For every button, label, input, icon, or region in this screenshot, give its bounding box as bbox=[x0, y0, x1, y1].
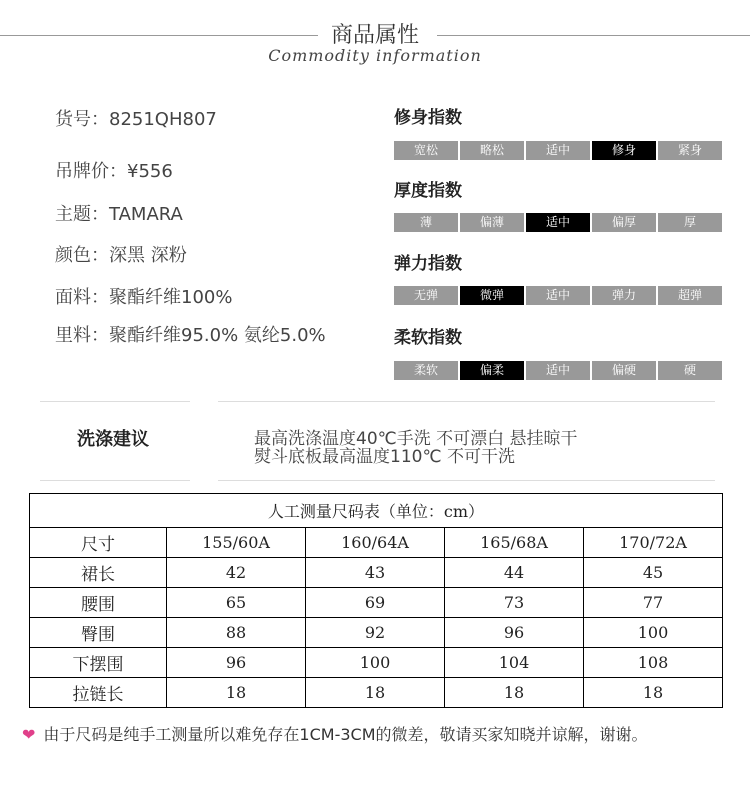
table-cell: 96 bbox=[445, 618, 584, 648]
heart-icon: ❤ bbox=[22, 725, 36, 744]
size-table-caption: 人工测量尺码表（单位：cm） bbox=[30, 494, 723, 528]
size-header-cell: 170/72A bbox=[584, 528, 723, 558]
row-label: 拉链长 bbox=[30, 678, 167, 708]
index-option: 硬 bbox=[658, 361, 722, 380]
index-option: 紧身 bbox=[658, 141, 722, 160]
index-option: 弹力 bbox=[592, 286, 656, 305]
table-row bbox=[30, 678, 723, 708]
divider-right-bottom bbox=[218, 480, 715, 481]
size-header-row bbox=[30, 528, 723, 558]
table-cell: 92 bbox=[306, 618, 445, 648]
attr-lining: 里料：聚酯纤维95.0% 氨纶5.0% bbox=[55, 325, 326, 346]
size-header-cell: 155/60A bbox=[167, 528, 306, 558]
size-header-label: 尺寸 bbox=[30, 528, 167, 558]
measurement-note-text: 由于尺码是纯手工测量所以难免存在1CM-3CM的微差，敬请买家知晓并谅解，谢谢。 bbox=[43, 725, 648, 744]
section-subtitle: Commodity information bbox=[268, 46, 482, 65]
table-cell: 18 bbox=[584, 678, 723, 708]
divider-right-top bbox=[218, 401, 715, 402]
table-cell: 100 bbox=[306, 648, 445, 678]
index-option: 适中 bbox=[526, 286, 590, 305]
index-scale bbox=[394, 213, 722, 232]
table-cell: 77 bbox=[584, 588, 723, 618]
index-title: 厚度指数 bbox=[394, 181, 462, 201]
index-option: 偏硬 bbox=[592, 361, 656, 380]
table-cell: 69 bbox=[306, 588, 445, 618]
attr-item-number: 货号：8251QH807 bbox=[55, 109, 217, 130]
index-option: 偏柔 bbox=[460, 361, 524, 380]
table-row bbox=[30, 618, 723, 648]
table-cell: 73 bbox=[445, 588, 584, 618]
table-cell: 18 bbox=[306, 678, 445, 708]
table-row bbox=[30, 558, 723, 588]
table-cell: 104 bbox=[445, 648, 584, 678]
table-cell: 44 bbox=[445, 558, 584, 588]
section-title: 商品属性 bbox=[330, 23, 419, 48]
size-header-cell: 160/64A bbox=[306, 528, 445, 558]
divider-left-bottom bbox=[40, 480, 190, 481]
index-scale bbox=[394, 286, 722, 305]
attr-tag-price: 吊牌价：¥556 bbox=[55, 161, 173, 182]
row-label: 裙长 bbox=[30, 558, 167, 588]
table-cell: 18 bbox=[445, 678, 584, 708]
attr-color: 颜色：深黑 深粉 bbox=[55, 245, 187, 266]
index-option: 超弹 bbox=[658, 286, 722, 305]
table-cell: 45 bbox=[584, 558, 723, 588]
table-cell: 108 bbox=[584, 648, 723, 678]
size-header-cell: 165/68A bbox=[445, 528, 584, 558]
divider-left-top bbox=[40, 401, 190, 402]
index-option: 修身 bbox=[592, 141, 656, 160]
attr-theme: 主题：TAMARA bbox=[55, 204, 183, 225]
table-cell: 88 bbox=[167, 618, 306, 648]
row-label: 臀围 bbox=[30, 618, 167, 648]
index-option: 适中 bbox=[526, 361, 590, 380]
attr-fabric: 面料：聚酯纤维100% bbox=[55, 287, 233, 308]
size-table bbox=[29, 493, 723, 708]
table-cell: 18 bbox=[167, 678, 306, 708]
index-option: 无弹 bbox=[394, 286, 458, 305]
row-label: 腰围 bbox=[30, 588, 167, 618]
index-option: 适中 bbox=[526, 141, 590, 160]
size-table-caption-row bbox=[30, 494, 723, 528]
measurement-note bbox=[22, 722, 648, 745]
table-row bbox=[30, 588, 723, 618]
index-title: 柔软指数 bbox=[394, 328, 462, 348]
table-cell: 100 bbox=[584, 618, 723, 648]
index-option: 柔软 bbox=[394, 361, 458, 380]
index-scale bbox=[394, 361, 722, 380]
table-cell: 96 bbox=[167, 648, 306, 678]
table-cell: 65 bbox=[167, 588, 306, 618]
index-option: 偏薄 bbox=[460, 213, 524, 232]
wash-line-1: 最高洗涤温度40℃手洗 不可漂白 悬挂晾干 bbox=[254, 429, 578, 449]
table-row bbox=[30, 648, 723, 678]
index-option: 适中 bbox=[526, 213, 590, 232]
index-title: 弹力指数 bbox=[394, 254, 462, 274]
index-option: 略松 bbox=[460, 141, 524, 160]
index-option: 宽松 bbox=[394, 141, 458, 160]
index-option: 微弹 bbox=[460, 286, 524, 305]
index-scale bbox=[394, 141, 722, 160]
table-cell: 42 bbox=[167, 558, 306, 588]
row-label: 下摆围 bbox=[30, 648, 167, 678]
index-option: 偏厚 bbox=[592, 213, 656, 232]
wash-line-2: 熨斗底板最高温度110℃ 不可干洗 bbox=[254, 447, 515, 467]
index-option: 厚 bbox=[658, 213, 722, 232]
index-option: 薄 bbox=[394, 213, 458, 232]
index-title: 修身指数 bbox=[394, 108, 462, 128]
wash-title: 洗涤建议 bbox=[77, 429, 149, 450]
table-cell: 43 bbox=[306, 558, 445, 588]
